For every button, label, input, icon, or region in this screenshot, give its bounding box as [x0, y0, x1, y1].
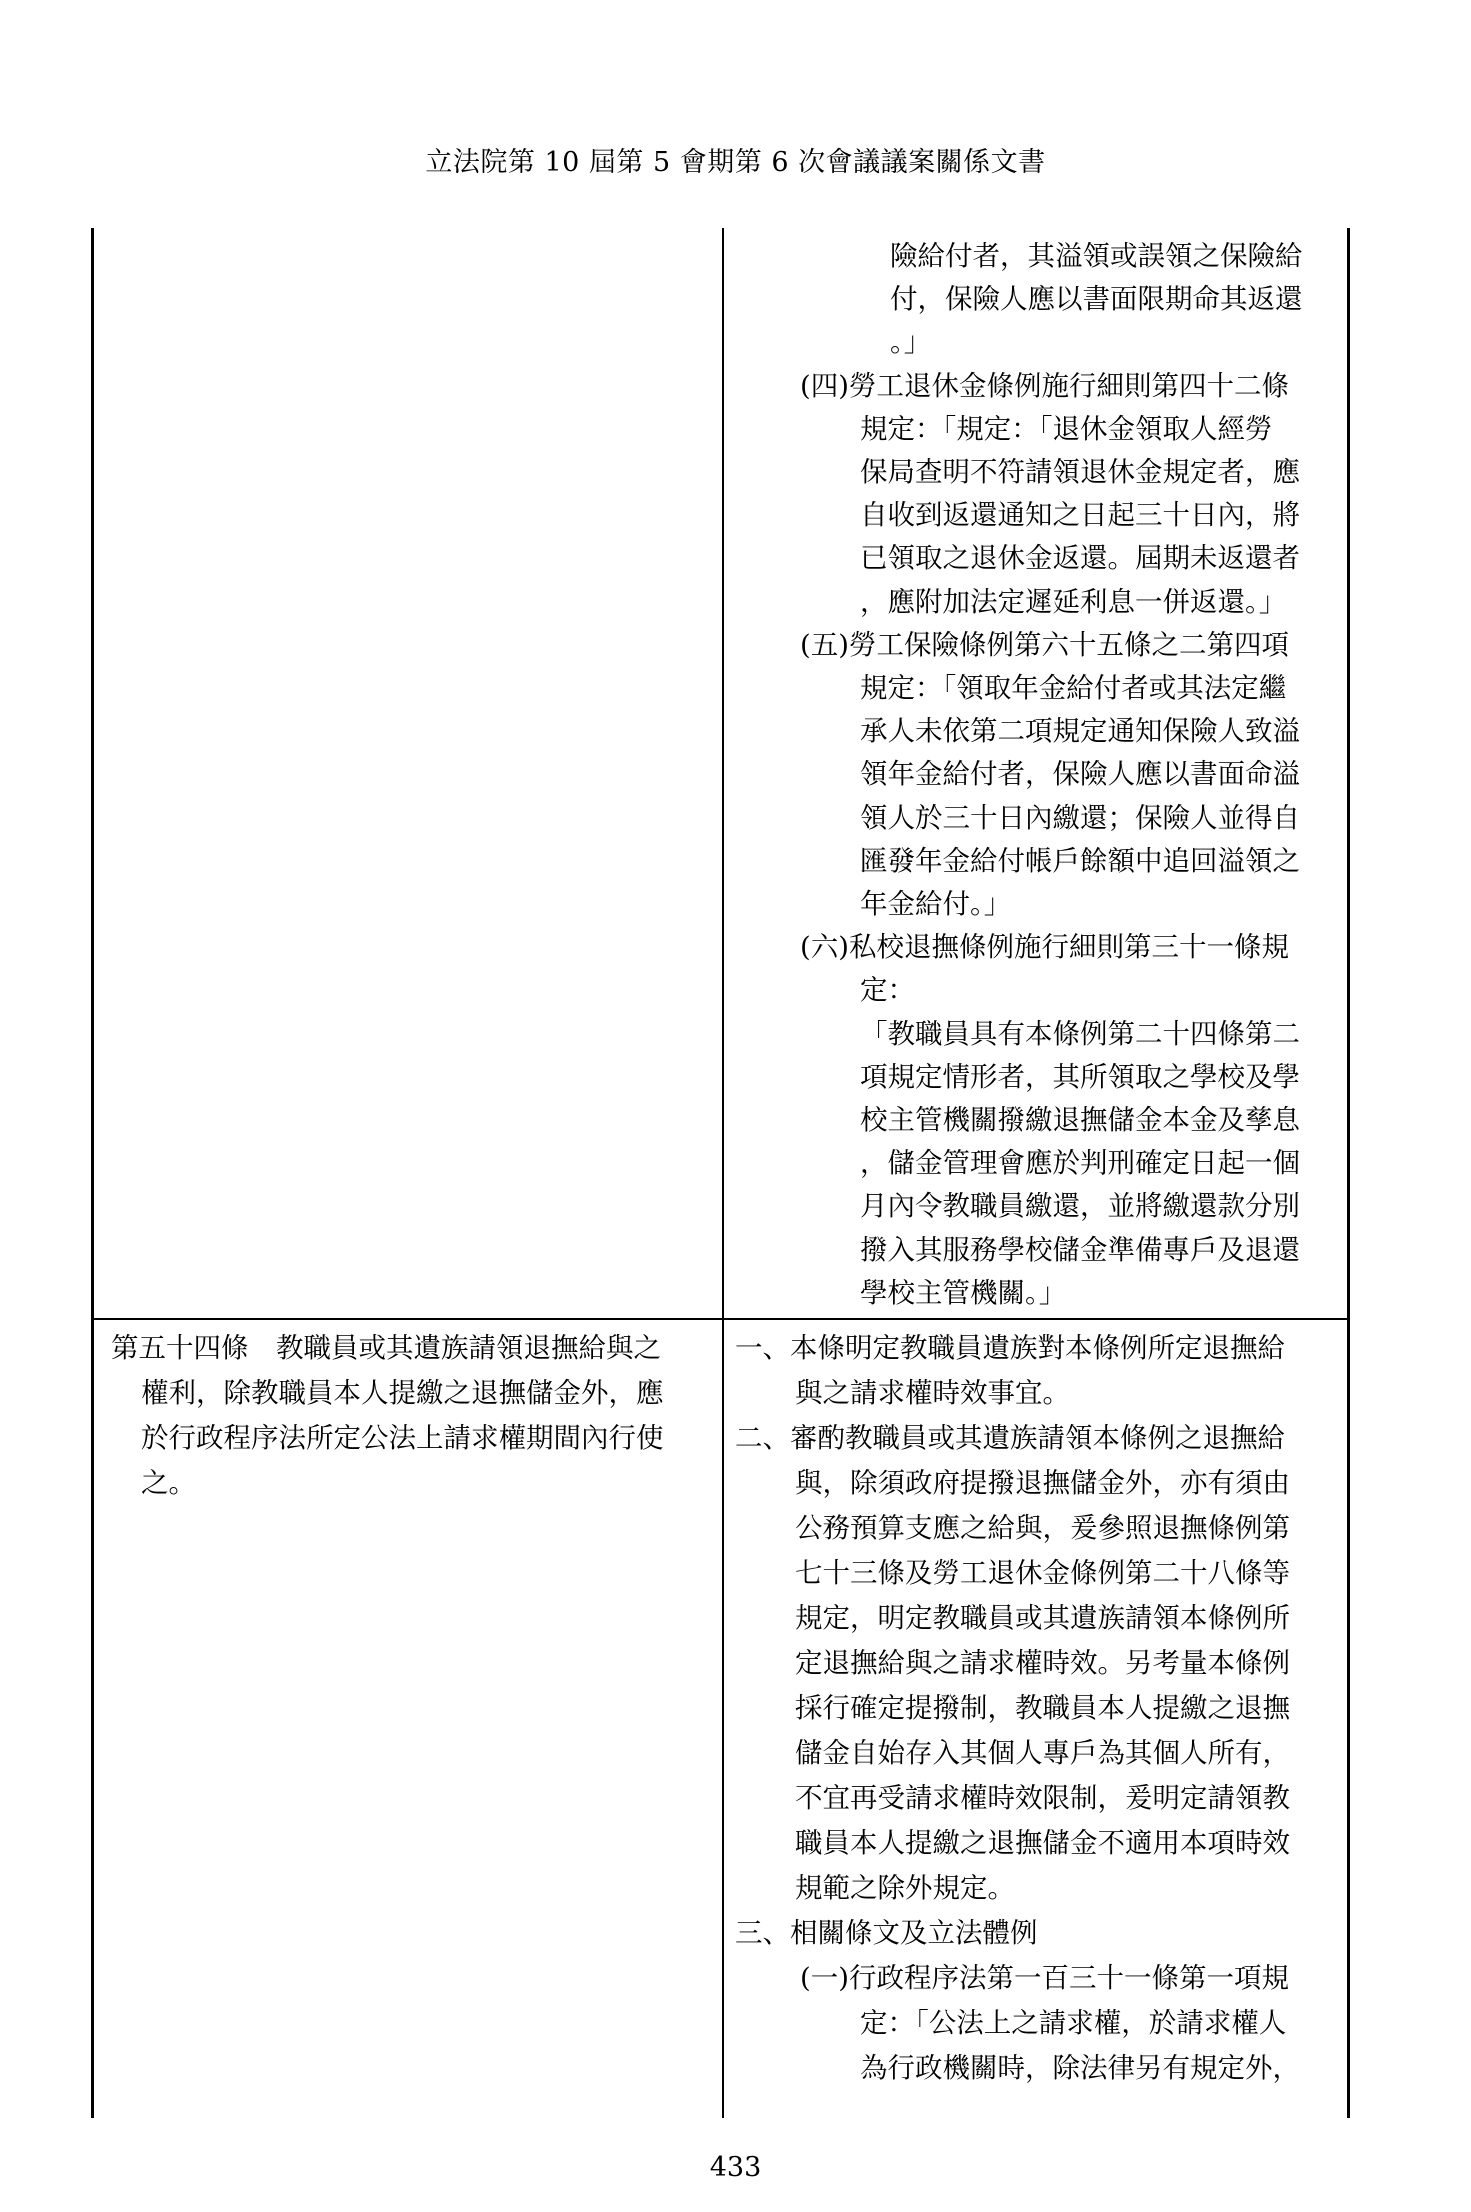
explanation-line: (五)勞工保險條例第六十五條之二第四項	[800, 628, 1289, 661]
explanation-line: 三、相關條文及立法體例	[735, 1917, 1038, 1949]
document-header: 立法院第 10 屆第 5 會期第 6 次會議議案關係文書	[425, 147, 1046, 178]
article-line: 於行政程序法所定公法上請求權期間內行使	[141, 1422, 664, 1454]
page-number: 433	[709, 2152, 762, 2183]
explanation-line: 「教職員具有本條例第二十四條第二	[860, 1017, 1300, 1050]
explanation-line: 定退撫給與之請求權時效。另考量本條例	[795, 1647, 1290, 1679]
explanation-line: 定：	[860, 974, 915, 1007]
explanation-line: 校主管機關撥繳退撫儲金本金及孳息	[860, 1104, 1300, 1136]
explanation-line: 險給付者，其溢領或誤領之保險給	[890, 240, 1303, 272]
explanation-line: 為行政機關時，除法律另有規定外，	[860, 2052, 1300, 2084]
table-right-border	[1347, 228, 1350, 2118]
explanation-line: 儲金自始存入其個人專戶為其個人所有，	[795, 1737, 1290, 1769]
table-column-divider	[722, 228, 724, 2118]
explanation-line: 規定：「規定：「退休金領取人經勞	[860, 412, 1273, 445]
explanation-line: ，儲金管理會應於判刑確定日起一個	[860, 1147, 1300, 1180]
explanation-line: (四)勞工退休金條例施行細則第四十二條	[800, 369, 1289, 402]
explanation-line: 已領取之退休金返還。屆期未返還者	[860, 542, 1300, 575]
explanation-line: (一)行政程序法第一百三十一條第一項規	[800, 1962, 1289, 1994]
explanation-line: 自收到返還通知之日起三十日內，將	[860, 499, 1300, 532]
article-line: 之。	[141, 1467, 196, 1499]
table-row-divider	[91, 1318, 1350, 1320]
explanation-line: ，應附加法定遲延利息一併返還。」	[860, 585, 1287, 618]
explanation-line: 領年金給付者，保險人應以書面命溢	[860, 758, 1300, 791]
explanation-line: 保局查明不符請領退休金規定者，應	[860, 456, 1300, 488]
explanation-line: 項規定情形者，其所領取之學校及學	[860, 1060, 1300, 1093]
table-left-border	[91, 228, 94, 2118]
explanation-line: 二、審酌教職員或其遺族請領本條例之退撫給	[735, 1422, 1285, 1454]
explanation-line: 與之請求權時效事宜。	[795, 1377, 1070, 1409]
explanation-line: 承人未依第二項規定通知保險人致溢	[860, 715, 1300, 748]
explanation-line: 不宜再受請求權時效限制，爰明定請領教	[795, 1782, 1290, 1814]
explanation-line: 匯發年金給付帳戶餘額中追回溢領之	[860, 844, 1300, 877]
explanation-line: 規定：「領取年金給付者或其法定繼	[860, 672, 1287, 704]
explanation-line: 領人於三十日內繳還；保險人並得自	[860, 801, 1300, 834]
explanation-line: 與，除須政府提撥退撫儲金外，亦有須由	[795, 1467, 1290, 1499]
explanation-line: 學校主管機關。」	[860, 1276, 1067, 1309]
explanation-line: 年金給付。」	[860, 888, 1012, 920]
explanation-line: 撥入其服務學校儲金準備專戶及退還	[860, 1233, 1300, 1266]
explanation-line: 付，保險人應以書面限期命其返還	[890, 283, 1303, 316]
explanation-line: 規範之除外規定。	[795, 1872, 1015, 1904]
article-line: 第五十四條 教職員或其遺族請領退撫給與之	[111, 1332, 661, 1364]
explanation-line: 定：「公法上之請求權，於請求權人	[860, 2007, 1287, 2039]
article-line: 權利，除教職員本人提繳之退撫儲金外，應	[141, 1377, 664, 1409]
explanation-line: 一、本條明定教職員遺族對本條例所定退撫給	[735, 1332, 1285, 1364]
explanation-line: 七十三條及勞工退休金條例第二十八條等	[795, 1557, 1290, 1589]
explanation-line: 職員本人提繳之退撫儲金不適用本項時效	[795, 1827, 1290, 1859]
explanation-line: 。」	[890, 326, 932, 359]
explanation-line: 規定，明定教職員或其遺族請領本條例所	[795, 1602, 1290, 1634]
explanation-line: 公務預算支應之給與，爰參照退撫條例第	[795, 1512, 1290, 1544]
explanation-line: (六)私校退撫條例施行細則第三十一條規	[800, 931, 1289, 964]
explanation-line: 月內令教職員繳還，並將繳還款分別	[860, 1190, 1300, 1223]
explanation-line: 採行確定提撥制，教職員本人提繳之退撫	[795, 1692, 1290, 1724]
